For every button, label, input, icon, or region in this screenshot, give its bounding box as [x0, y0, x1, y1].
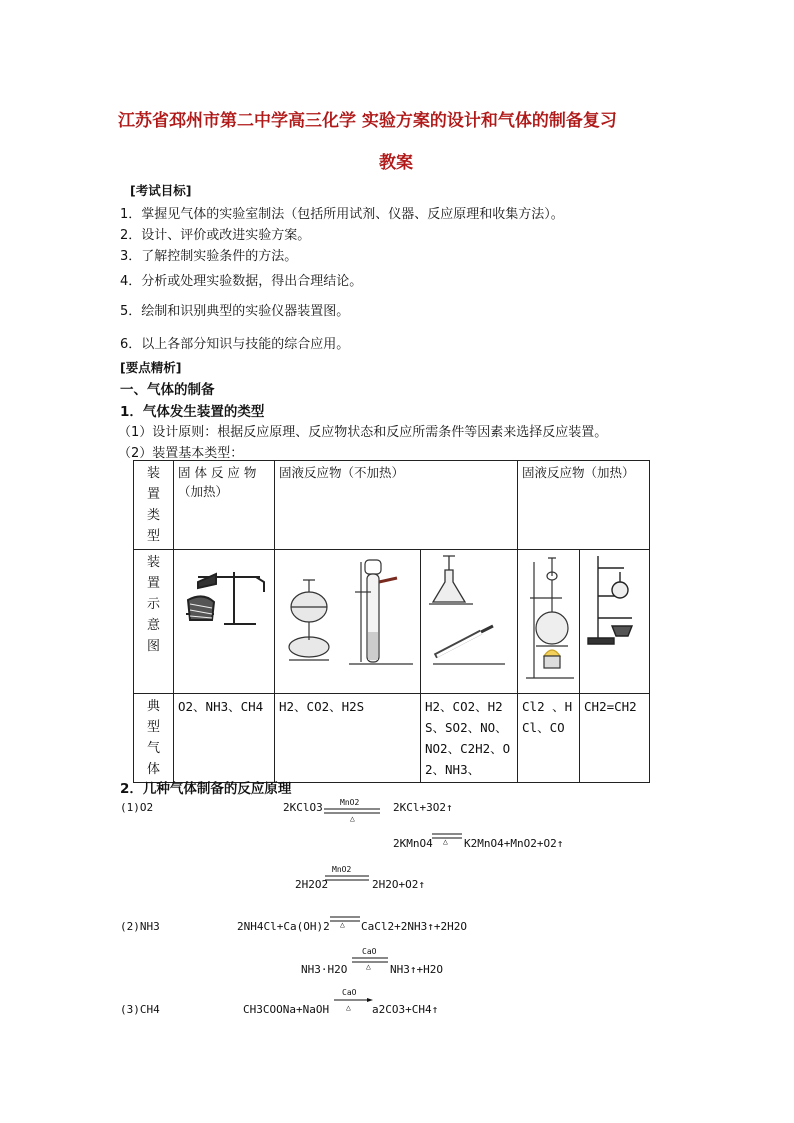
diagram-flask: [421, 550, 518, 694]
objective-item: 6．以上各部分知识与技能的综合应用。: [120, 337, 350, 352]
o2-eq3-cond-top: MnO2: [332, 865, 352, 874]
o2-eq2-right: K2MnO4+MnO2+O2↑: [464, 837, 564, 850]
ring-stand-diagram: [584, 552, 646, 652]
ch4-label: (3)CH4: [120, 1003, 160, 1016]
o2-eq3-left: 2H2O2: [295, 878, 329, 891]
nh3-eq2-left: NH3·H2O: [301, 963, 348, 976]
diagram-kipp: [275, 550, 421, 694]
apparatus-table: [133, 460, 650, 783]
solid-heating-apparatus-diagram: [178, 552, 270, 642]
gases-solid-heat: O2、NH3、CH4: [174, 694, 275, 783]
diagram-stand: [580, 550, 650, 694]
heated-flask-diagram: [522, 552, 578, 682]
objective-item: 5．绘制和识别典型的实验仪器装置图。: [120, 304, 350, 319]
nh3-eq2-cond-top: CaO: [362, 947, 377, 956]
col-header-solid-liquid-heat: 固液反应物（加热）: [518, 461, 650, 550]
nh3-eq1-left: 2NH4Cl+Ca(OH)2: [237, 920, 330, 933]
nh3-eq2-cond-bottom: △: [366, 962, 371, 971]
o2-eq1-right: 2KCl+3O2↑: [393, 801, 453, 814]
reactions-heading: 2．几种气体制备的反应原理: [120, 781, 292, 797]
nh3-eq1-arrow: [330, 916, 360, 922]
kipp-generator-diagram: [279, 552, 417, 672]
o2-eq1-cond-bottom: △: [350, 814, 355, 823]
row-label-diagram: 装置示意图: [134, 550, 174, 694]
nh3-label: (2)NH3: [120, 920, 160, 933]
subsection-heading: 1．气体发生装置的类型: [120, 404, 265, 420]
diagram-heated-flask: [518, 550, 580, 694]
ch4-eq-cond-bottom: △: [346, 1003, 351, 1012]
o2-eq1-cond-top: MnO2: [340, 798, 360, 807]
objective-item: 2．设计、评价或改进实验方案。: [120, 228, 311, 243]
o2-eq3-arrow: [325, 875, 369, 881]
page-title-line2: 教案: [379, 153, 413, 173]
design-principle: （1）设计原则：根据反应原理、反应物状态和反应所需条件等因素来选择反应装置。: [118, 425, 608, 440]
types-label: （2）装置基本类型：: [118, 446, 244, 461]
objective-item: 1．掌握见气体的实验室制法（包括所用试剂、仪器、反应原理和收集方法）。: [120, 207, 564, 222]
col-header-solid-heat: 固 体 反 应 物（加热）: [174, 461, 275, 550]
objectives-header: [考试目标]: [130, 183, 192, 198]
nh3-eq1-cond: △: [340, 920, 345, 929]
ch4-eq-cond-top: CaO: [342, 988, 357, 997]
gases-heated-flask: Cl2 、HCl、CO: [518, 694, 580, 783]
diagram-solid-heat: [174, 550, 275, 694]
o2-eq2-cond: △: [443, 837, 448, 846]
o2-eq3-right: 2H2O+O2↑: [372, 878, 425, 891]
page-title-line1: 江苏省邳州市第二中学高三化学 实验方案的设计和气体的制备复习: [118, 111, 617, 131]
nh3-eq2-right: NH3↑+H2O: [390, 963, 443, 976]
o2-eq1-left: 2KClO3: [283, 801, 323, 814]
gases-ethylene: CH2=CH2: [580, 694, 650, 783]
section-heading: 一、气体的制备: [120, 382, 215, 398]
analysis-header: [要点精析]: [120, 360, 182, 375]
ch4-eq-right: a2CO3+CH4↑: [372, 1003, 439, 1016]
col-header-solid-liquid-noheat: 固液反应物（不加热）: [275, 461, 518, 550]
gases-kipp: H2、CO2、H2S: [275, 694, 421, 783]
objective-item: 4．分析或处理实验数据，得出合理结论。: [120, 274, 363, 289]
o2-eq2-left: 2KMnO4: [393, 837, 433, 850]
objective-item: 3．了解控制实验条件的方法。: [120, 249, 298, 264]
ch4-eq-arrow: [334, 998, 374, 1006]
row-label-type: 装置类型: [134, 461, 174, 550]
flask-funnel-diagram: [425, 552, 515, 672]
o2-label: (1)O2: [120, 801, 154, 814]
ch4-eq-left: CH3COONa+NaOH: [243, 1003, 330, 1016]
gases-flask: H2、CO2、H2S、SO2、NO、NO2、C2H2、O2、NH3、: [421, 694, 518, 783]
row-label-gas: 典型气体: [134, 694, 174, 783]
nh3-eq1-right: CaCl2+2NH3↑+2H2O: [361, 920, 467, 933]
